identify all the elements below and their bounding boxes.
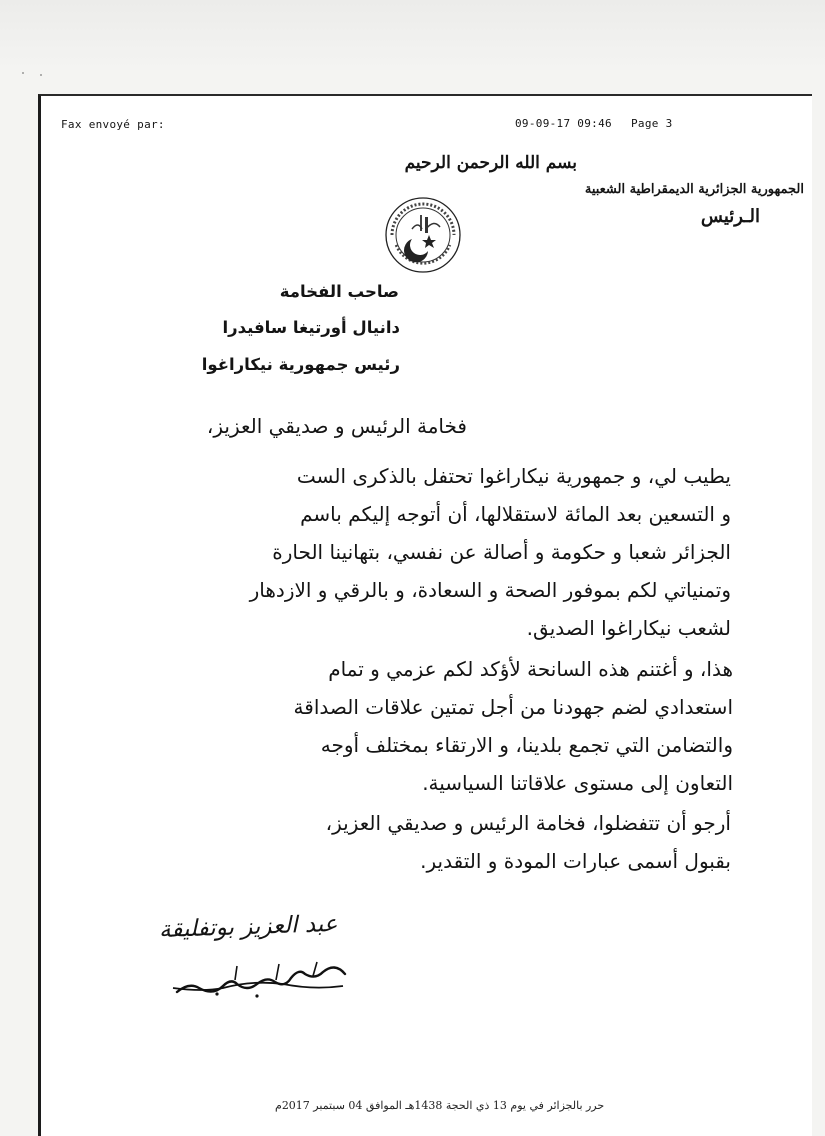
- addressee-line-2: دانيال أورتيغا سافيدرا: [222, 318, 400, 337]
- closing-paragraph: [66, 804, 731, 880]
- paragraph-line: التعاون إلى مستوى علاقاتنا السياسية.: [422, 771, 733, 795]
- body-paragraph-1: [66, 457, 731, 647]
- paragraph-line: الجزائر شعبا و حكومة و أصالة عن نفسي، بتهانينا الحارة: [272, 540, 731, 564]
- paragraph-line: والتضامن التي تجمع بلدينا، و الارتقاء بمختلف أوجه: [320, 733, 733, 757]
- algeria-seal-emblem: [382, 195, 464, 275]
- handwritten-signature: [157, 954, 357, 1004]
- republic-letterhead: الجمهورية الجزائرية الديمقراطية الشعبية: [584, 182, 804, 197]
- fax-page-number: Page 3: [631, 117, 673, 130]
- fax-sender-label: Fax envoyé par:: [61, 118, 165, 131]
- letter-date-footer: حرر بالجزائر في يوم 13 ذي الحجة 1438هـ الموافق 04 سبتمبر 2017م: [275, 1099, 605, 1112]
- fax-datetime: 09-09-17 09:46: [515, 117, 612, 130]
- addressee-line-3: رئيس جمهورية نيكاراغوا: [201, 355, 400, 374]
- basmala-heading: بسم الله الرحمن الرحيم: [404, 153, 577, 173]
- signatory-name: عبد العزيز بوتفليقة: [158, 910, 338, 944]
- body-paragraph-2: [68, 650, 733, 802]
- salutation: فخامة الرئيس و صديقي العزيز،: [206, 414, 467, 438]
- paragraph-line: بقبول أسمى عبارات المودة و التقدير.: [420, 849, 731, 873]
- paragraph-line: وتمنياتي لكم بموفور الصحة و السعادة، و بالرقي و الازدهار: [249, 578, 731, 602]
- paragraph-line: لشعب نيكاراغوا الصديق.: [526, 616, 731, 640]
- paragraph-line: استعدادي لضم جهودنا من أجل تمتين علاقات الصداقة: [293, 695, 733, 719]
- paragraph-line: و التسعين بعد المائة لاستقلالها، أن أتوجه إليكم باسم: [300, 502, 731, 526]
- paragraph-line: أرجو أن تتفضلوا، فخامة الرئيس و صديقي العزيز،: [325, 811, 731, 835]
- paragraph-line: هذا، و أغتنم هذه السانحة لأؤكد لكم عزمي و تمام: [328, 657, 733, 681]
- scan-speck: [22, 72, 24, 74]
- addressee-line-1: صاحب الفخامة: [279, 282, 399, 301]
- president-title: الـرئيس: [700, 206, 760, 227]
- paragraph-line: يطيب لي، و جمهورية نيكاراغوا تحتفل بالذكرى الست: [296, 464, 731, 488]
- scan-background: [0, 0, 825, 70]
- scan-speck: [40, 74, 42, 76]
- fax-letter-page: [38, 94, 812, 1136]
